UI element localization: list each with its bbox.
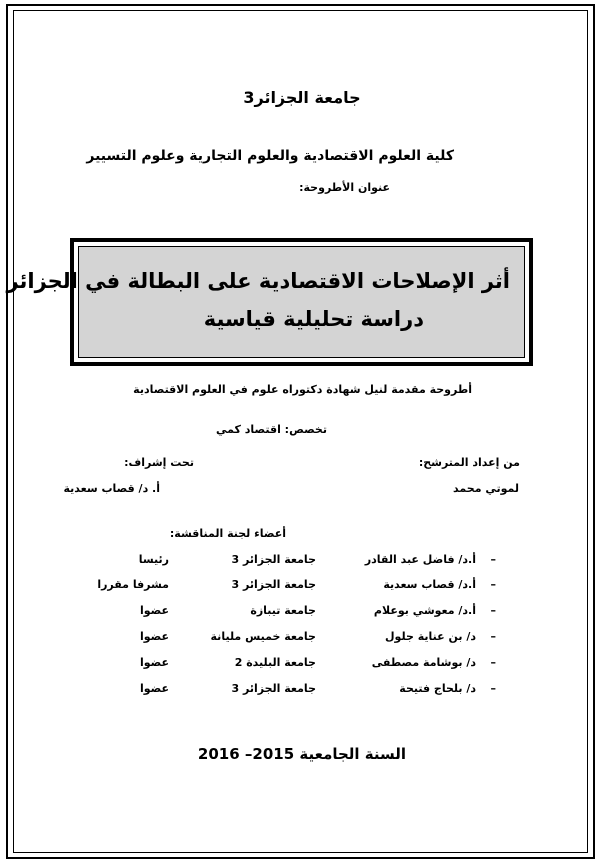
thesis-title-panel [6,246,525,358]
member-role: عضوا [139,682,169,695]
member-name: أ.د/ معوشي بوعلام [373,604,476,617]
member-university: جامعة الجزائر 3 [231,682,316,695]
member-role: عضوا [139,604,169,617]
committee-row [0,630,604,652]
list-dash: – [490,578,496,591]
thesis-title-line1: أثر الإصلاحات الاقتصادية على البطالة في الجزائر [6,269,510,293]
member-university: جامعة تيبازة [250,604,316,617]
committee-row [0,553,604,575]
member-role: عضوا [139,656,169,669]
member-name: د/ بلحاج فتيحة [399,682,476,695]
member-role: رئيسا [138,553,169,566]
committee-row [0,578,604,600]
thesis-title-box [6,238,533,366]
supervisor-label: تحت إشراف: [124,456,194,469]
member-role: عضوا [139,630,169,643]
member-name: أ.د/ فاضل عبد القادر [364,553,476,566]
committee-label: أعضاء لجنة المناقشة: [169,527,286,540]
member-university: جامعة الجزائر 3 [231,578,316,591]
university-name: جامعة الجزائر3 [243,88,361,107]
member-role: مشرفا مقررا [97,578,169,591]
faculty-name: كلية العلوم الاقتصادية والعلوم التجارية وعلوم التسيير [86,148,454,164]
candidate-name: لموتي محمد [453,482,519,495]
member-name: د/ بن عناية جلول [385,630,476,643]
member-name: أ.د/ قصاب سعدية [383,578,476,591]
list-dash: – [490,553,496,566]
list-dash: – [490,630,496,643]
member-university: جامعة الجزائر 3 [231,553,316,566]
list-dash: – [490,656,496,669]
academic-year: السنة الجامعية 2015– 2016 [197,745,407,763]
thesis-title-label: عنوان الأطروحة: [299,181,390,194]
candidate-label: من إعداد المترشح: [418,456,520,469]
specialization: تخصص: اقتصاد كمي [216,423,327,436]
supervisor-name: أ. د/ قصاب سعدية [63,482,160,495]
committee-row [0,604,604,626]
thesis-title-line2: دراسة تحليلية قياسية [203,307,424,331]
member-university: جامعة خميس مليانة [210,630,316,643]
member-name: د/ بوشامة مصطفى [371,656,476,669]
submission-statement: أطروحة مقدمة لنيل شهادة دكتوراه علوم في العلوم الاقتصادية [133,383,472,396]
committee-row [0,682,604,704]
list-dash: – [490,604,496,617]
committee-row [0,656,604,678]
member-university: جامعة البليدة 2 [234,656,316,669]
list-dash: – [490,682,496,695]
